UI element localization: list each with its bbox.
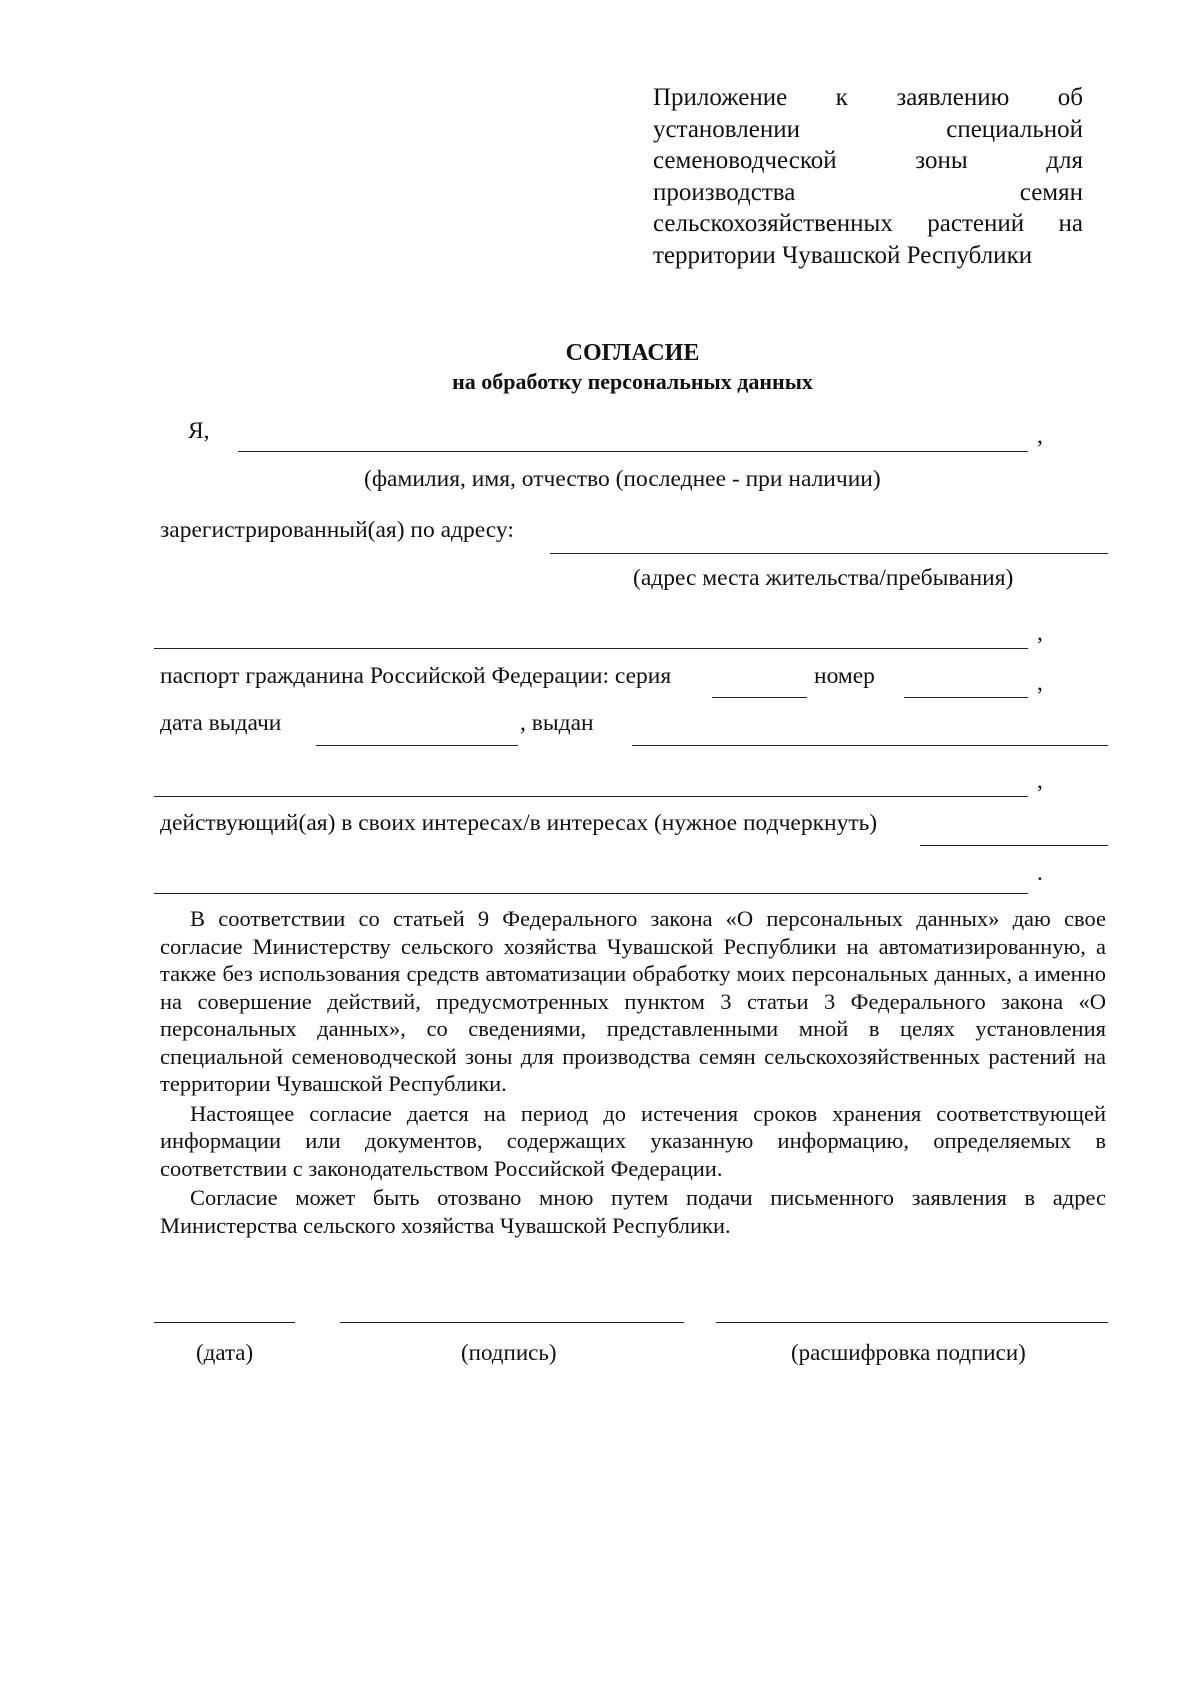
number-label: номер [814, 663, 875, 689]
appendix-line: семеноводческой зоны для [653, 147, 1083, 174]
consent-paragraph: В соответствии со статьей 9 Федерального закона «О персональных данных» даю свое согласие Министерству сельского хозяйства Чувашской Республики на автоматизированную, а также без использования средств автоматизации обработку моих персональных данных, а именно на совершение действий, предусмотренных пунктом 3 статьи 3 Федерального закона «О персональных данных», со сведениями, представленными мной в целях установления специальной семеноводческой зоны для производства семян сельскохозяйственных растений на территории Чувашской Республики. [160, 906, 1106, 1096]
signature-caption: (подпись) [461, 1340, 557, 1365]
passport-number-field[interactable] [904, 664, 1028, 694]
decode-caption: (расшифровка подписи) [791, 1340, 1026, 1365]
signature-decode-field[interactable] [716, 1288, 1108, 1318]
date-signature-field[interactable] [154, 1288, 295, 1318]
registered-label: зарегистрированный(ая) по адресу: [160, 517, 514, 543]
comma: , [1037, 423, 1043, 449]
date-caption: (дата) [196, 1340, 254, 1365]
appendix-note [653, 82, 1083, 271]
comma: , [1037, 620, 1043, 646]
acting-underline [920, 845, 1108, 846]
passport-series-field[interactable] [712, 664, 807, 694]
acting-label: действующий(ая) в своих интересах/в интересах (нужное подчеркнуть) [160, 810, 878, 836]
passport-series-underline [712, 697, 807, 698]
issue-date-field[interactable] [316, 712, 518, 742]
address-continuation-field[interactable] [154, 612, 1028, 642]
acting-field[interactable] [920, 812, 1108, 842]
consent-paragraph: Согласие может быть отозвано мною путем подачи письменного заявления в адрес Министерства сельского хозяйства Чувашской Республики. [160, 1185, 1106, 1238]
period: . [1037, 860, 1043, 886]
fio-underline [238, 451, 1028, 452]
appendix-line: производства семян [653, 178, 1083, 206]
date-underline [154, 1322, 295, 1323]
signature-field[interactable] [340, 1288, 684, 1318]
fio-field[interactable] [238, 418, 1028, 448]
i-label: Я, [188, 418, 210, 444]
appendix-line: сельскохозяйственных растений на [653, 210, 1083, 237]
acting-continuation-field[interactable] [154, 858, 1028, 888]
address-underline [550, 553, 1108, 554]
issued-by-field[interactable] [632, 712, 1108, 742]
address-field[interactable] [550, 518, 1108, 548]
issue-date-underline [316, 745, 518, 746]
appendix-line: Приложение к заявлению об [653, 84, 1083, 111]
issue-date-label: дата выдачи [160, 710, 282, 736]
issued-by-continuation-underline [154, 796, 1028, 797]
consent-body [160, 905, 1106, 1239]
appendix-line: территории Чувашской Республики [653, 241, 1033, 269]
appendix-line: установлении специальной [653, 115, 1083, 143]
acting-continuation-underline [154, 893, 1028, 894]
consent-paragraph: Настоящее согласие дается на период до истечения сроков хранения соответствующей информации или документов, содержащих указанную информацию, определяемых в соответствии с законодательством Российской Федерации. [160, 1100, 1106, 1181]
issued-by-continuation-field[interactable] [154, 762, 1028, 792]
address-continuation-underline [154, 648, 1028, 649]
address-caption: (адрес места жительства/пребывания) [633, 565, 1014, 591]
signature-underline [340, 1322, 684, 1323]
issued-by-label: , выдан [520, 710, 594, 736]
document-title: СОГЛАСИЕ [565, 340, 700, 366]
document-subtitle: на обработку персональных данных [452, 369, 813, 394]
passport-label: паспорт гражданина Российской Федерации: серия [160, 663, 672, 689]
fio-caption: (фамилия, имя, отчество (последнее - при наличии) [364, 466, 881, 492]
issued-by-underline [632, 745, 1108, 746]
comma: , [1037, 670, 1043, 696]
decode-underline [716, 1322, 1108, 1323]
comma: , [1037, 768, 1043, 794]
passport-number-underline [904, 697, 1028, 698]
